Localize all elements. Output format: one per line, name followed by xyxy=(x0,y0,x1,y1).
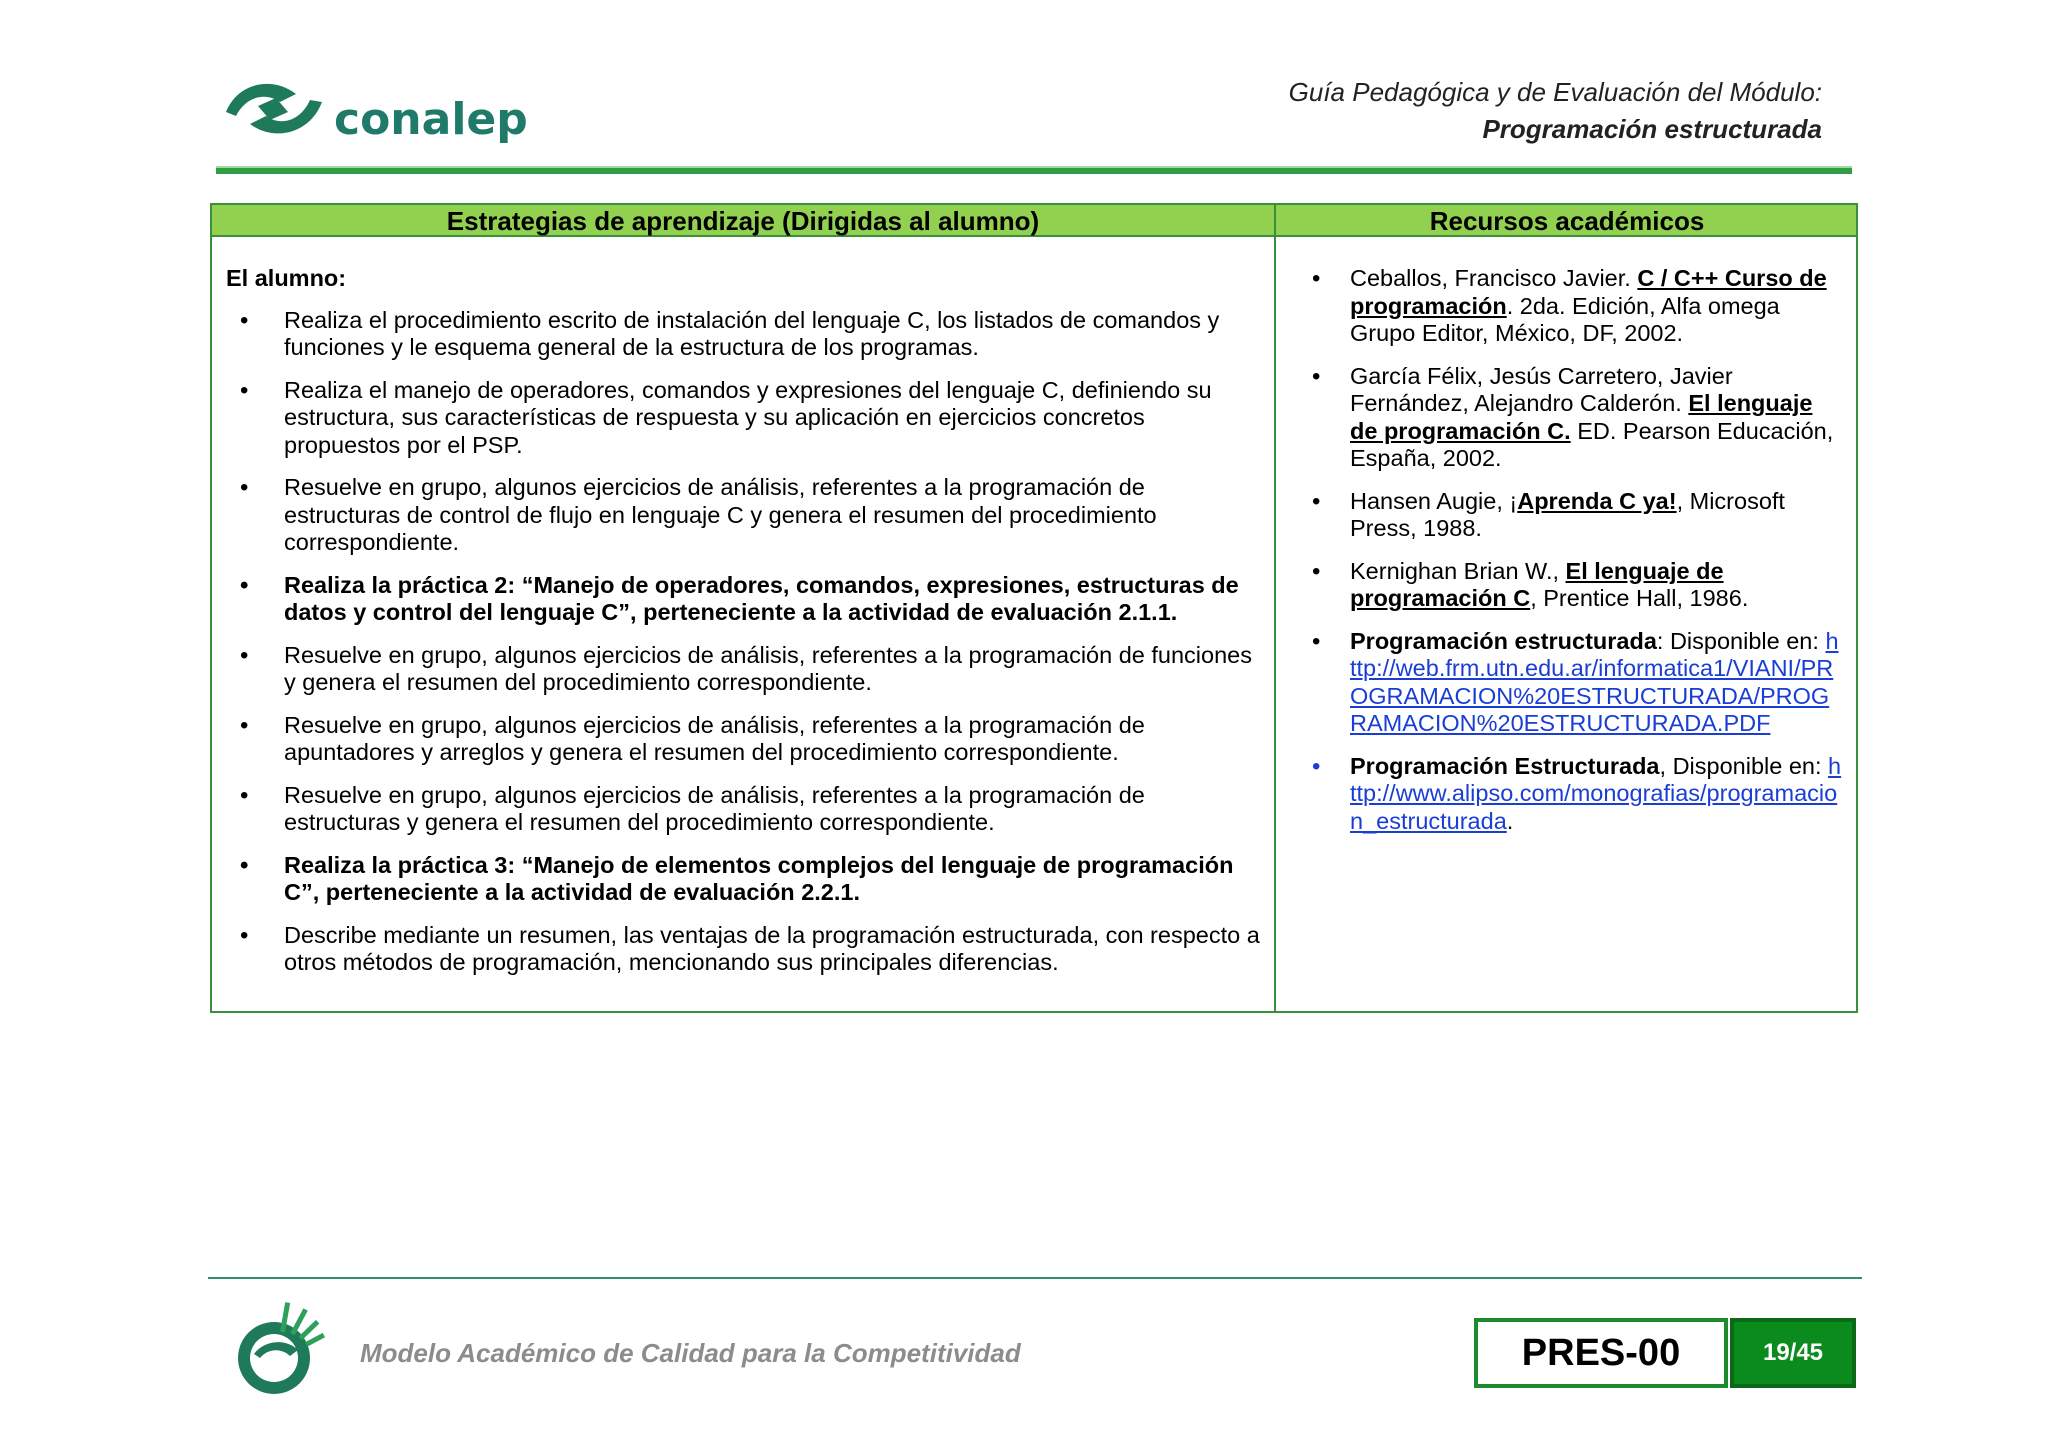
list-item: • Realiza el manejo de operadores, comandos y expresiones del lenguaje C, definiendo su estructura, sus características de respuesta y su aplicación en ejercicios concretos propuestos por el PSP. xyxy=(226,377,1266,460)
book-title: El lenguaje de programación C. xyxy=(1350,390,1813,444)
list-item: • Resuelve en grupo, algunos ejercicios de análisis, referentes a la programación de apuntadores y arreglos y genera el resumen del procedimiento correspondiente. xyxy=(226,712,1266,767)
list-item: • Describe mediante un resumen, las ventajas de la programación estructurada, con respecto a otros métodos de programación, mencionando sus principales diferencias. xyxy=(226,922,1266,977)
list-item: • Hansen Augie, ¡Aprenda C ya!, Microsoft Press, 1988. xyxy=(1294,488,1842,543)
conalep-logo-icon xyxy=(218,72,330,146)
quality-model-seal-icon xyxy=(224,1296,332,1396)
strategies-column xyxy=(226,265,1266,992)
left-column-header: Estrategias de aprendizaje (Dirigidas al alumno) xyxy=(446,206,1040,236)
list-item: • Kernighan Brian W., El lenguaje de programación C, Prentice Hall, 1986. xyxy=(1294,558,1842,613)
column-divider xyxy=(1274,205,1276,1011)
footer-divider xyxy=(208,1277,1862,1279)
book-title: Aprenda C ya! xyxy=(1517,487,1677,514)
table-header-row xyxy=(212,205,1856,237)
conalep-logo xyxy=(218,72,528,152)
guide-title: Guía Pedagógica y de Evaluación del Módulo: xyxy=(1288,77,1822,107)
strategies-list xyxy=(226,307,1266,977)
logo-wordmark: conalep xyxy=(334,94,528,145)
resource-link[interactable]: http://www.alipso.com/monografias/programacion_estructurada xyxy=(1350,752,1842,834)
list-item: • Realiza la práctica 2: “Manejo de operadores, comandos, expresiones, estructuras de datos y control del lenguaje C”, perteneciente a la actividad de evaluación 2.1.1. xyxy=(226,572,1266,627)
resources-list xyxy=(1294,265,1842,835)
book-title: El lenguaje de programación C xyxy=(1350,557,1724,611)
list-item: • Programación estructurada: Disponible en: http://web.frm.utn.edu.ar/informatica1/VIANI/PROGRAMACION%20ESTRUCTURADA/PROGRAMACION%20ESTRUCTURADA.PDF xyxy=(1294,628,1842,738)
list-item: • Resuelve en grupo, algunos ejercicios de análisis, referentes a la programación de estructuras de control de flujo en lenguaje C y genera el resumen del procedimiento correspondiente. xyxy=(226,474,1266,557)
list-item: • Realiza la práctica 3: “Manejo de elementos complejos del lenguaje de programación C”, perteneciente a la actividad de evaluación 2.2.1. xyxy=(226,852,1266,907)
document-header xyxy=(1289,74,1822,148)
list-item: • Realiza el procedimiento escrito de instalación del lenguaje C, los listados de comandos y funciones y le esquema general de la estructura de los programas. xyxy=(226,307,1266,362)
resources-column xyxy=(1294,265,1842,850)
book-title: C / C++ Curso de programación xyxy=(1350,265,1827,319)
right-column-header: Recursos académicos xyxy=(1429,206,1705,236)
list-item: • Resuelve en grupo, algunos ejercicios de análisis, referentes a la programación de estructuras y genera el resumen del procedimiento correspondiente. xyxy=(226,782,1266,837)
list-item: • Ceballos, Francisco Javier. C / C++ Curso de programación. 2da. Edición, Alfa omega Grupo Editor, México, DF, 2002. xyxy=(1294,265,1842,348)
header-divider xyxy=(216,166,1852,174)
strategies-table xyxy=(210,203,1858,1013)
strategies-intro: El alumno: xyxy=(226,265,347,291)
page-number: 19/45 xyxy=(1730,1318,1856,1388)
quality-model-text: Modelo Académico de Calidad para la Competitividad xyxy=(360,1338,1021,1368)
document-code: PRES-00 xyxy=(1474,1318,1728,1388)
list-item: • Programación Estructurada, Disponible en: http://www.alipso.com/monografias/programacion_estructurada. xyxy=(1294,753,1842,836)
module-name: Programación estructurada xyxy=(1482,114,1822,144)
list-item: • Resuelve en grupo, algunos ejercicios de análisis, referentes a la programación de funciones y genera el resumen del procedimiento correspondiente. xyxy=(226,642,1266,697)
list-item: • García Félix, Jesús Carretero, Javier Fernández, Alejandro Calderón. El lenguaje de programación C. ED. Pearson Educación, España, 2002. xyxy=(1294,363,1842,473)
resource-link[interactable]: http://web.frm.utn.edu.ar/informatica1/VIANI/PROGRAMACION%20ESTRUCTURADA/PROGRAMACION%20ESTRUCTURADA.PDF xyxy=(1350,627,1839,736)
